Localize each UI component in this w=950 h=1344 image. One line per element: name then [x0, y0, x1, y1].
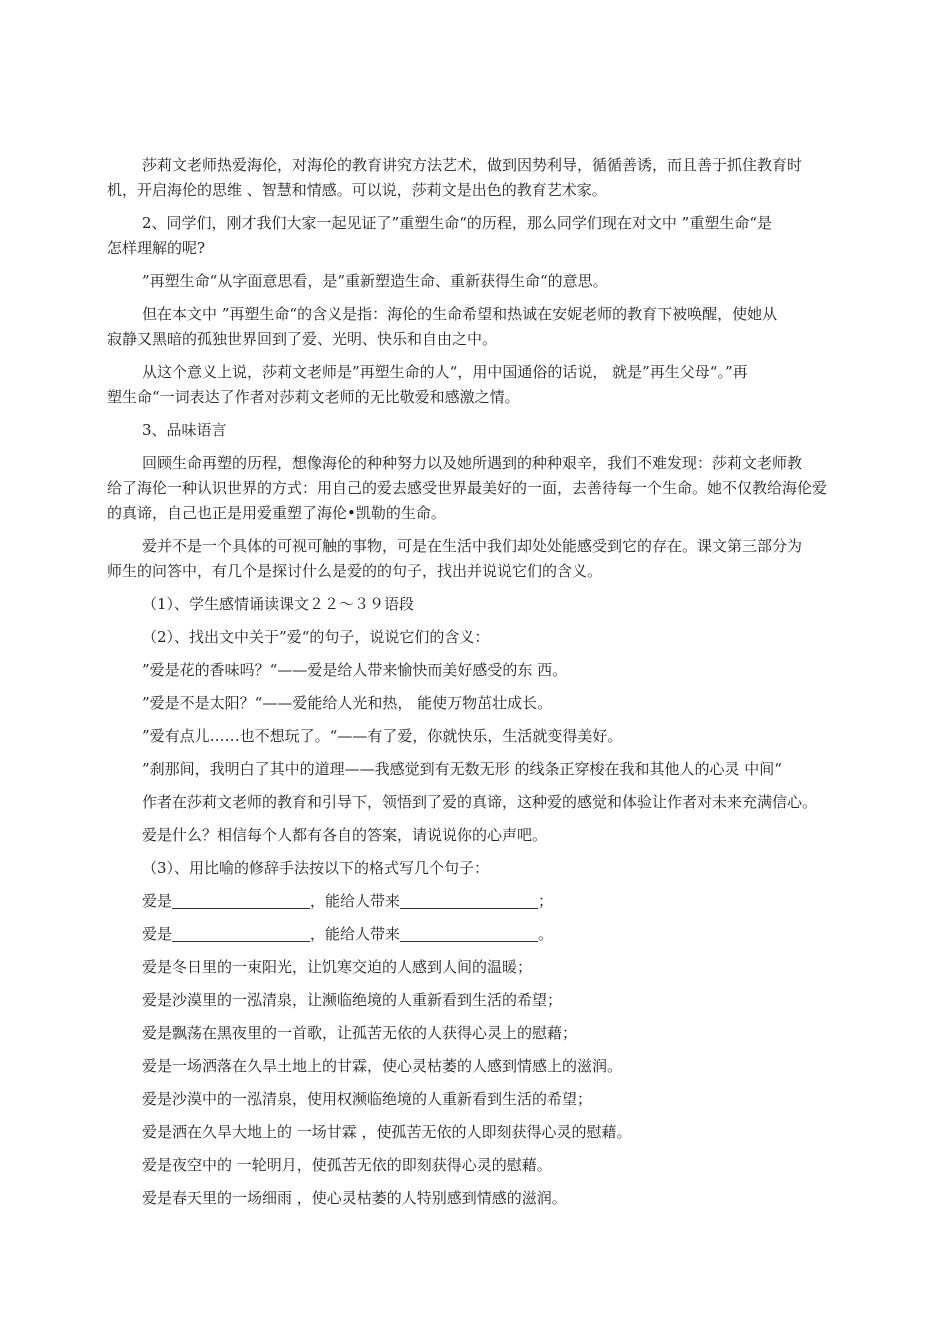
- paragraph-line: 给了海伦一种认识世界的方式：用自己的爱去感受世界最美好的一面，去善待每一个生命。她不仅教给海伦爱: [107, 479, 828, 497]
- template-end: 。: [538, 925, 554, 943]
- paragraph-line: ”再塑生命“从字面意思看，是”重新塑造生命、重新获得生命“的意思。: [142, 272, 608, 290]
- blank-line: [400, 927, 538, 942]
- example-sentence: 爱是一场洒落在久旱土地上的甘霖，使心灵枯萎的人感到情感上的滋润。: [142, 1057, 623, 1075]
- paragraph-line: 从这个意义上说，莎莉文老师是”再塑生命的人“，用中国通俗的话说， 就是”再生父母“。”再: [142, 363, 748, 381]
- blank-line: [172, 894, 310, 909]
- template-end: ；: [538, 892, 554, 910]
- section-heading: 3、品味语言: [142, 421, 227, 439]
- paragraph-line: 爱是什么？相信每个人都有各自的答案，请说说你的心声吧。: [142, 826, 548, 844]
- example-sentence: 爱是春天里的一场细雨 ，使心灵枯萎的人特别感到情感的滋润。: [142, 1189, 567, 1207]
- paragraph-line: （1）、学生感情诵读课文２２～３９语段: [142, 595, 415, 613]
- paragraph-line: 的真谛，自己也正是用爱重塑了海伦•凯勒的生命。: [107, 504, 446, 522]
- paragraph-line: ”刹那间，我明白了其中的道理——我感觉到有无数无形 的线条正穿梭在我和其他人的心灵 中间“: [142, 760, 782, 778]
- example-sentence: 爱是夜空中的 一轮明月，使孤苦无依的即刻获得心灵的慰藉。: [142, 1156, 552, 1174]
- paragraph-line: 2、同学们，刚才我们大家一起见证了”重塑生命“的历程，那么同学们现在对文中 ”重塑生命“是: [142, 214, 772, 232]
- paragraph-line: 师生的问答中，有几个是探讨什么是爱的的句子，找出并说说它们的含义。: [107, 562, 603, 580]
- blank-line: [400, 894, 538, 909]
- paragraph-line: 但在本文中 ”再塑生命“的含义是指：海伦的生命希望和热诚在安妮老师的教育下被唤醒，使她从: [142, 305, 778, 323]
- paragraph-line: ”爱是花的香味吗？“——爱是给人带来愉快而美好感受的东 西。: [142, 661, 568, 679]
- template-prefix: 爱是: [142, 925, 173, 943]
- paragraph-line: 爱并不是一个具体的可视可触的事物，可是在生活中我们却处处能感受到它的存在。课文第三部分为: [142, 537, 803, 555]
- paragraph-line: 机，开启海伦的思维 、智慧和情感。可以说，莎莉文是出色的教育艺术家。: [107, 181, 607, 199]
- paragraph-line: ”爱是不是太阳？“——爱能给人光和热， 能使万物茁壮成长。: [142, 694, 553, 712]
- paragraph-line: 作者在莎莉文老师的教育和引导下，领悟到了爱的真谛，这种爱的感觉和体验让作者对未来充满信心。: [142, 793, 818, 811]
- example-sentence: 爱是冬日里的一束阳光，让饥寒交迫的人感到人间的温暖；: [142, 958, 533, 976]
- paragraph-line: （2）、找出文中关于”爱“的句子，说说它们的含义：: [142, 628, 490, 646]
- paragraph-line: 莎莉文老师热爱海伦，对海伦的教育讲究方法艺术，做到因势利导，循循善诱，而且善于抓住教育时: [142, 156, 803, 174]
- template-middle: ，能给人带来: [310, 892, 401, 910]
- template-prefix: 爱是: [142, 892, 173, 910]
- example-sentence: 爱是飘荡在黑夜里的一首歌，让孤苦无依的人获得心灵上的慰藉；: [142, 1024, 578, 1042]
- paragraph-line: ”爱有点儿……也不想玩了。“——有了爱，你就快乐，生活就变得美好。: [142, 727, 623, 745]
- example-sentence: 爱是沙漠中的一泓清泉，使用权濒临绝境的人重新看到生活的希望；: [142, 1090, 593, 1108]
- template-middle: ，能给人带来: [310, 925, 401, 943]
- paragraph-line: 回顾生命再塑的历程，想像海伦的种种努力以及她所遇到的种种艰辛，我们不难发现：莎莉文老师教: [142, 454, 803, 472]
- paragraph-line: 寂静又黑暗的孤独世界回到了爱、光明、快乐和自由之中。: [107, 330, 498, 348]
- example-sentence: 爱是洒在久旱大地上的 一场甘霖 ，使孤苦无依的人即刻获得心灵的慰藉。: [142, 1123, 632, 1141]
- fill-in-template-2: [142, 924, 553, 944]
- example-sentence: 爱是沙漠里的一泓清泉，让濒临绝境的人重新看到生活的希望；: [142, 991, 563, 1009]
- paragraph-line: （3）、用比喻的修辞手法按以下的格式写几个句子：: [142, 859, 490, 877]
- paragraph-line: 塑生命“一词表达了作者对莎莉文老师的无比敬爱和感激之情。: [107, 388, 520, 406]
- paragraph-line: 怎样理解的呢?: [107, 239, 206, 257]
- fill-in-template-1: [142, 891, 553, 911]
- blank-line: [172, 927, 310, 942]
